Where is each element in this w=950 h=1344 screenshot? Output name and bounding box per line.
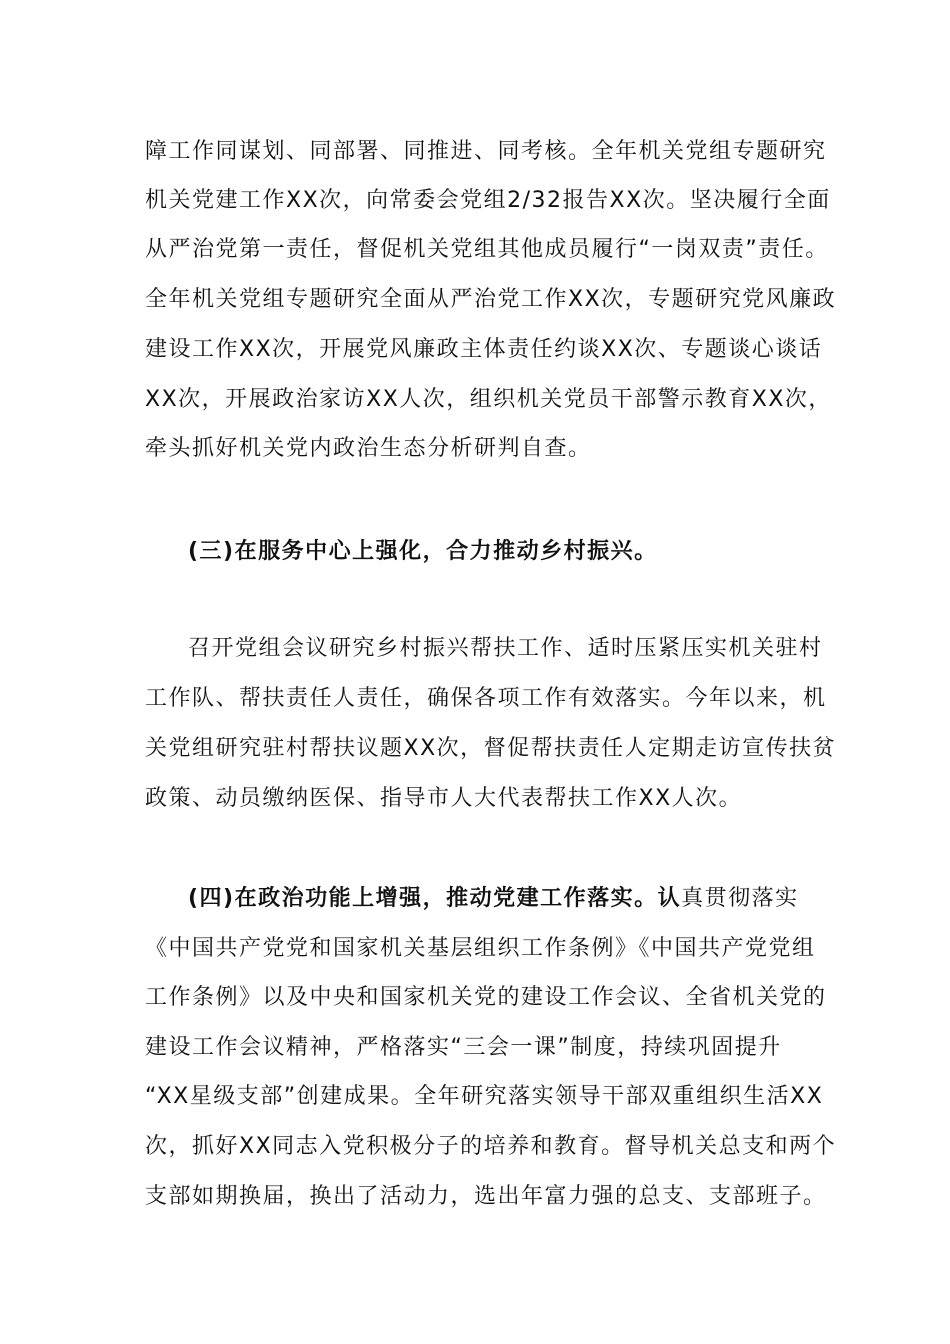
paragraph-3-line: 《中国共产党党和国家机关基层组织工作条例》《中国共产党党组 [145, 936, 816, 961]
paragraph-2-line: 政策、动员缴纳医保、指导市人大代表帮扶工作XX人次。 [145, 786, 743, 811]
paragraph-3-line: 建设工作会议精神，严格落实“三会一课”制度，持续巩固提升 [145, 1035, 782, 1060]
paragraph-3-line: 支部如期换届，换出了活动力，选出年富力强的总支、支部班子。 [145, 1184, 827, 1209]
paragraph-3-line: 次，抓好XX同志入党积极分子的培养和教育。督导机关总支和两个 [145, 1134, 837, 1159]
paragraph-2-line: 工作队、帮扶责任人责任，确保各项工作有效落实。今年以来，机 [145, 686, 827, 711]
paragraph-1-line: 牵头抓好机关党内政治生态分析研判自查。 [145, 436, 592, 461]
paragraph-1-line: 建设工作XX次，开展党风廉政主体责任约谈XX次、专题谈心谈话 [145, 337, 823, 362]
paragraph-1-line: 障工作同谋划、同部署、同推进、同考核。全年机关党组专题研究 [145, 139, 827, 164]
paragraph-2-line: 关党组研究驻村帮扶议题XX次，督促帮扶责任人定期走访宣传扶贫 [145, 736, 837, 761]
paragraph-1-line: 从严治党第一责任，督促机关党组其他成员履行“一岗双责”责任。 [145, 237, 829, 262]
paragraph-1-line: 全年机关党组专题研究全面从严治党工作XX次，专题研究党风廉政 [145, 287, 837, 312]
paragraph-3-line: 工作条例》以及中央和国家机关党的建设工作会议、全省机关党的 [145, 985, 827, 1010]
paragraph-1-line: XX次，开展政治家访XX人次，组织机关党员干部警示教育XX次， [145, 387, 832, 412]
paragraph-3-first-line [188, 884, 888, 914]
paragraph-3-line: “XX星级支部”创建成果。全年研究落实领导干部双重组织生活XX [145, 1084, 824, 1109]
paragraph-1-line: 机关党建工作XX次，向常委会党组2/32报告XX次。坚决履行全面 [145, 188, 831, 213]
section-heading-4: (四)在政治功能上增强，推动党建工作落实。认 [188, 886, 682, 911]
paragraph-2-line: 召开党组会议研究乡村振兴帮扶工作、适时压紧压实机关驻村 [188, 636, 823, 661]
section-heading-3: (三)在服务中心上强化，合力推动乡村振兴。 [188, 539, 658, 564]
paragraph-3-first-line-rest: 真贯彻落实 [681, 886, 799, 911]
